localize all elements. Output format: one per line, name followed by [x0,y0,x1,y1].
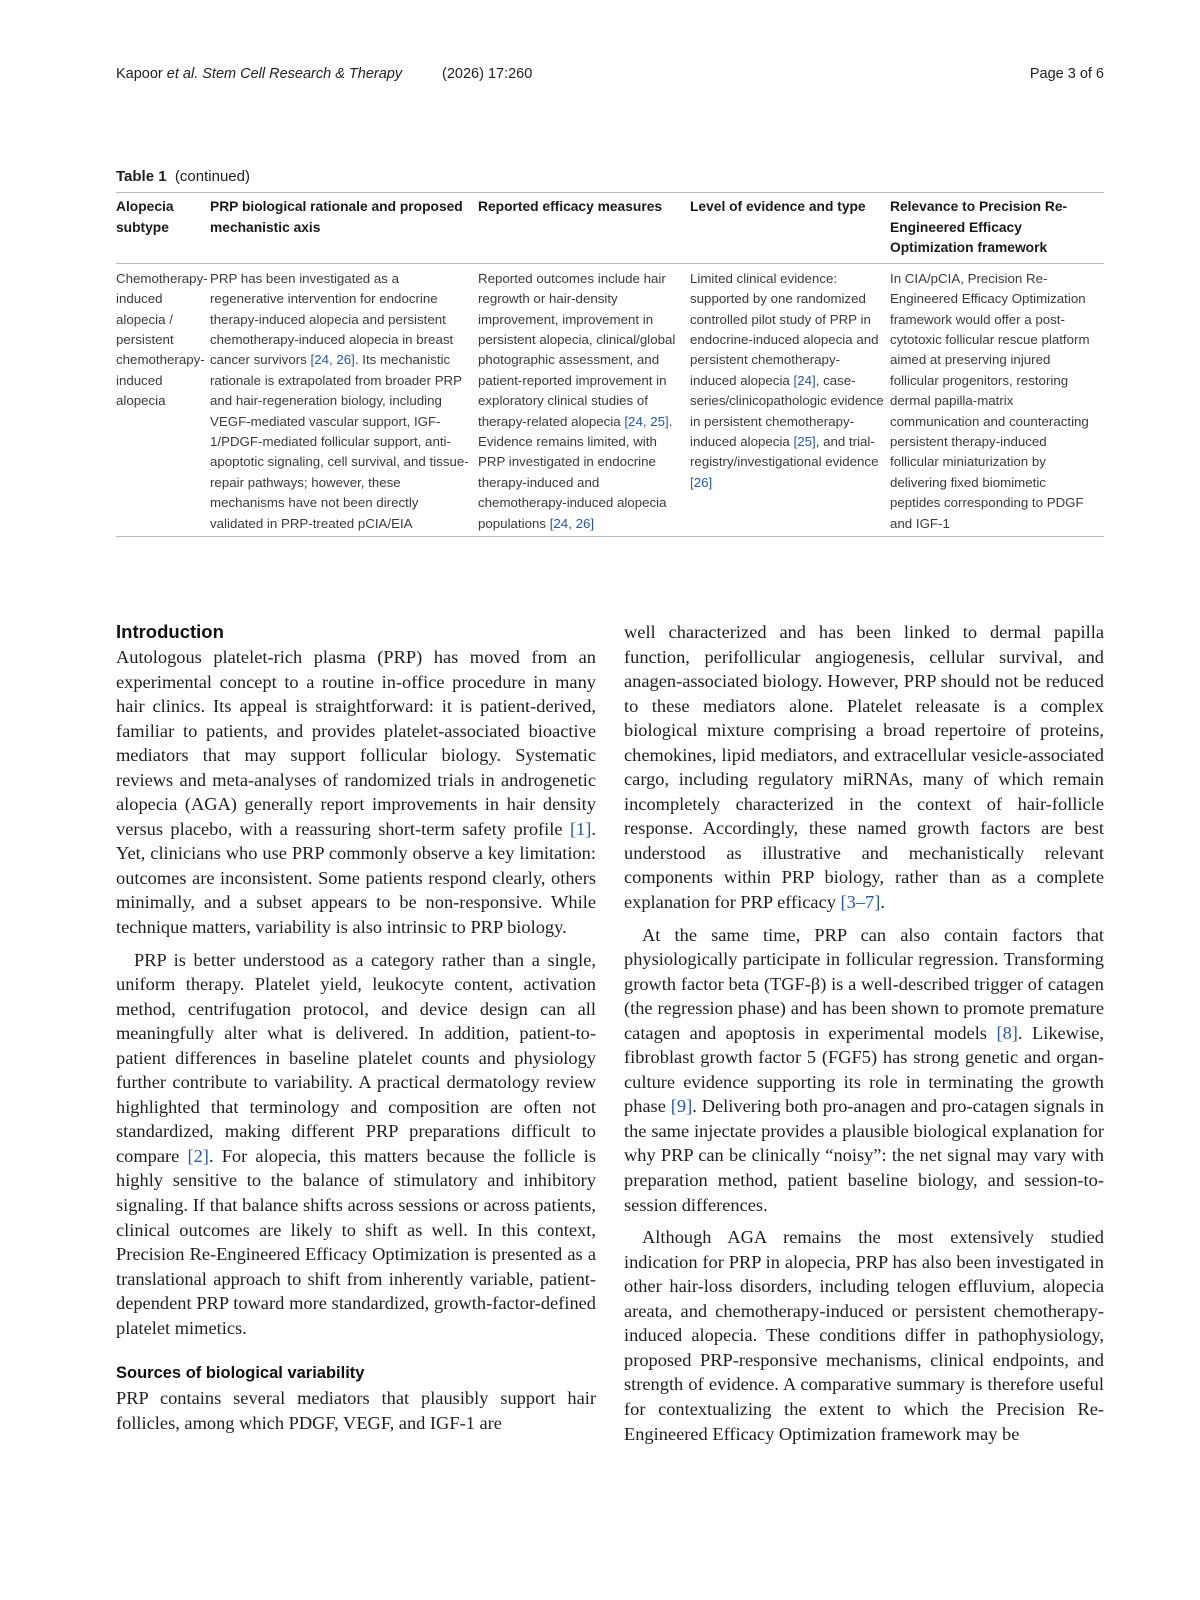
cell-text: . Its mechanistic rationale is extrapolated from broader PRP and hair-regeneration biology, including VEGF-mediated vascular support, IGF-1/PDGF-mediated follicular support, anti-apoptotic signaling, cell survival, and tissue-repair pathways; however, these mechanisms have not been directly validated in PRP-treated pCIA/EIA [210,352,469,531]
running-header [116,66,1104,90]
paragraph-text: . Likewise, fibroblast growth factor 5 (FGF5) has strong genetic and organ-culture evidence supporting its role in terminating the growth phase [624,1022,1104,1117]
citation-link[interactable]: [25] [793,434,816,450]
table-header-row [116,193,1104,264]
paragraph-text: PRP is better understood as a category rather than a single, uniform therapy. Platelet yield, leukocyte content, activation method, centrifugation protocol, and device design can all meaningfully alter what is delivered. In addition, patient-to-patient differences in baseline platelet counts and physiology further contribute to variability. A practical dermatology review highlighted that terminology and composition are often not standardized, making different PRP preparations difficult to compare [116,949,596,1166]
citation-link[interactable]: [24, 26] [310,352,355,368]
paragraph: Although AGA remains the most extensively studied indication for PRP in alopecia, PRP has also been investigated in other hair-loss disorders, including telogen effluvium, alopecia areata, and chemotherapy-induced or persistent chemotherapy-induced alopecia. These conditions differ in pathophysiology, proposed PRP-responsive mechanisms, clinical endpoints, and strength of evidence. A comparative summary is therefore useful for contextualizing the extent to which the Precision Re-Engineered Efficacy Optimization framework may be [624,1227,1104,1444]
paragraph [116,948,596,1341]
cell-text: . Evidence remains limited, with PRP investigated in endocrine therapy-induced and chemotherapy-induced alopecia populations [478,413,673,531]
citation-link[interactable]: [8] [996,1022,1018,1043]
paragraph-text: well characterized and has been linked to dermal papilla function, perifollicular angiogenesis, cellular survival, and anagen-associated biology. However, PRP should not be reduced to these mediators alone. Platelet releasate is a complex biological mixture comprising a broad repertoire of proteins, chemokines, lipid mediators, and extracellular vesicle-associated cargo, including regulatory miRNAs, many of which remain incompletely characterized in the context of hair-follicle response. Accordingly, these named growth factors are best understood as illustrative and mechanistically relevant components within PRP biology, rather than as a complete explanation for PRP efficacy [624,622,1104,913]
paragraph [624,923,1104,1218]
citation-link[interactable]: [24, 26] [549,515,595,531]
header-etal: et al. [166,66,199,82]
cell-efficacy [478,263,690,536]
cell-text: , case-series/clinicopathologic evidence in persistent chemotherapy-induced alopecia [690,372,884,450]
left-column [116,620,596,1435]
header-volume: (2026) 17:260 [442,66,533,82]
paragraph-text: . Yet, clinicians who use PRP commonly observe a key limitation: outcomes are inconsistent. Some patients respond clearly, others minimally, and a subset appears to be non-responsive. While technique matters, variability is also intrinsic to PRP biology. [116,818,596,938]
cell-text: , and trial-registry/investigational evidence [690,434,879,470]
citation-link[interactable]: [26] [690,474,713,490]
citation-link[interactable]: [1] [569,818,592,839]
paragraph: PRP contains several mediators that plausibly support hair follicles, among which PDGF, VEGF, and IGF-1 are [116,1388,596,1433]
cell-text: PRP has been investigated as a regenerative intervention for endocrine therapy-induced alopecia and persistent chemotherapy-induced alopecia in breast cancer survivors [210,270,454,368]
citation-link[interactable]: [3–7] [840,892,881,913]
section-heading-sources: Sources of biological variability [116,1364,365,1383]
right-column [624,620,1104,1446]
citation-link[interactable]: [24, 25] [624,413,669,429]
table-header-cell: Reported efficacy measures [478,193,690,264]
cell-relevance: In CIA/pCIA, Precision Re-Engineered Efficacy Optimization framework would offer a post-cytotoxic follicular rescue platform aimed at preserving injured follicular progenitors, restoring dermal papilla-matrix communication and counteracting persistent therapy-induced follicular miniaturization by delivering fixed biomimetic peptides corresponding to PDGF and IGF-1 [890,263,1104,536]
table-header-cell: PRP biological rationale and proposed mechanistic axis [210,193,478,264]
cell-evidence [690,263,890,536]
table-header-cell: Alopecia subtype [116,193,210,264]
header-citation [116,66,402,82]
paragraph [116,645,596,940]
citation-link[interactable]: [2] [187,1145,209,1166]
table-header-cell: Level of evidence and type [690,193,890,264]
header-authors: Kapoor [116,66,163,82]
table-1 [116,192,1104,537]
citation-link[interactable]: [9] [670,1096,693,1117]
section-heading-introduction: Introduction [116,621,224,642]
citation-link[interactable]: [24] [793,372,816,388]
table-row [116,263,1104,536]
header-page-number: Page 3 of 6 [1029,66,1104,82]
paragraph-text: . For alopecia, this matters because the follicle is highly sensitive to the balance of stimulatory and inhibitory signaling. If that balance shifts across sessions or across patients, clinical outcomes are likely to shift as well. In this context, Precision Re-Engineered Efficacy Optimization is presented as a translational approach to shift from inherently variable, patient-dependent PRP toward more standardized, growth-factor-defined platelet mimetics. [116,1145,596,1338]
cell-subtype: Chemotherapy-induced alopecia / persistent chemotherapy-induced alopecia [116,263,210,536]
cell-text: Limited clinical evidence: supported by one randomized controlled pilot study of PRP in endocrine-induced alopecia and persistent chemotherapy-induced alopecia [690,270,879,388]
paragraph [624,620,1104,915]
paragraph-text: At the same time, PRP can also contain factors that physiologically participate in follicular regression. Transforming growth factor beta (TGF-β) is a well-described trigger of catagen (the regression phase) and has been shown to promote premature catagen and apoptosis in experimental models [624,924,1104,1043]
paragraph-text: . [880,892,885,913]
cell-text: Reported outcomes include hair regrowth or hair-density improvement, improvement in persistent alopecia, clinical/global photographic assessment, and patient-reported improvement in exploratory clinical studies of therapy-related alopecia [478,270,676,429]
paragraph-text: . Delivering both pro-anagen and pro-catagen signals in the same injectate provides a plausible biological explanation for why PRP can be clinically “noisy”: the net signal may vary with preparation method, patient baseline biology, and session-to-session differences. [624,1096,1104,1215]
header-journal: Stem Cell Research & Therapy [202,66,403,82]
cell-rationale [210,263,478,536]
table-header-cell: Relevance to Precision Re-Engineered Efficacy Optimization framework [890,193,1104,264]
table-label: Table 1 [116,168,167,185]
table-caption-text: (continued) [174,168,250,185]
paragraph-text: Autologous platelet-rich plasma (PRP) has moved from an experimental concept to a routine in-office procedure in many hair clinics. Its appeal is straightforward: it is patient-derived, familiar to patients, and provides platelet-associated bioactive mediators that may support follicular biology. Systematic reviews and meta-analyses of randomized trials in androgenetic alopecia (AGA) generally report improvements in hair density versus placebo, with a reassuring short-term safety profile [116,647,596,839]
table-block [116,168,1104,537]
table-caption [116,168,1104,185]
